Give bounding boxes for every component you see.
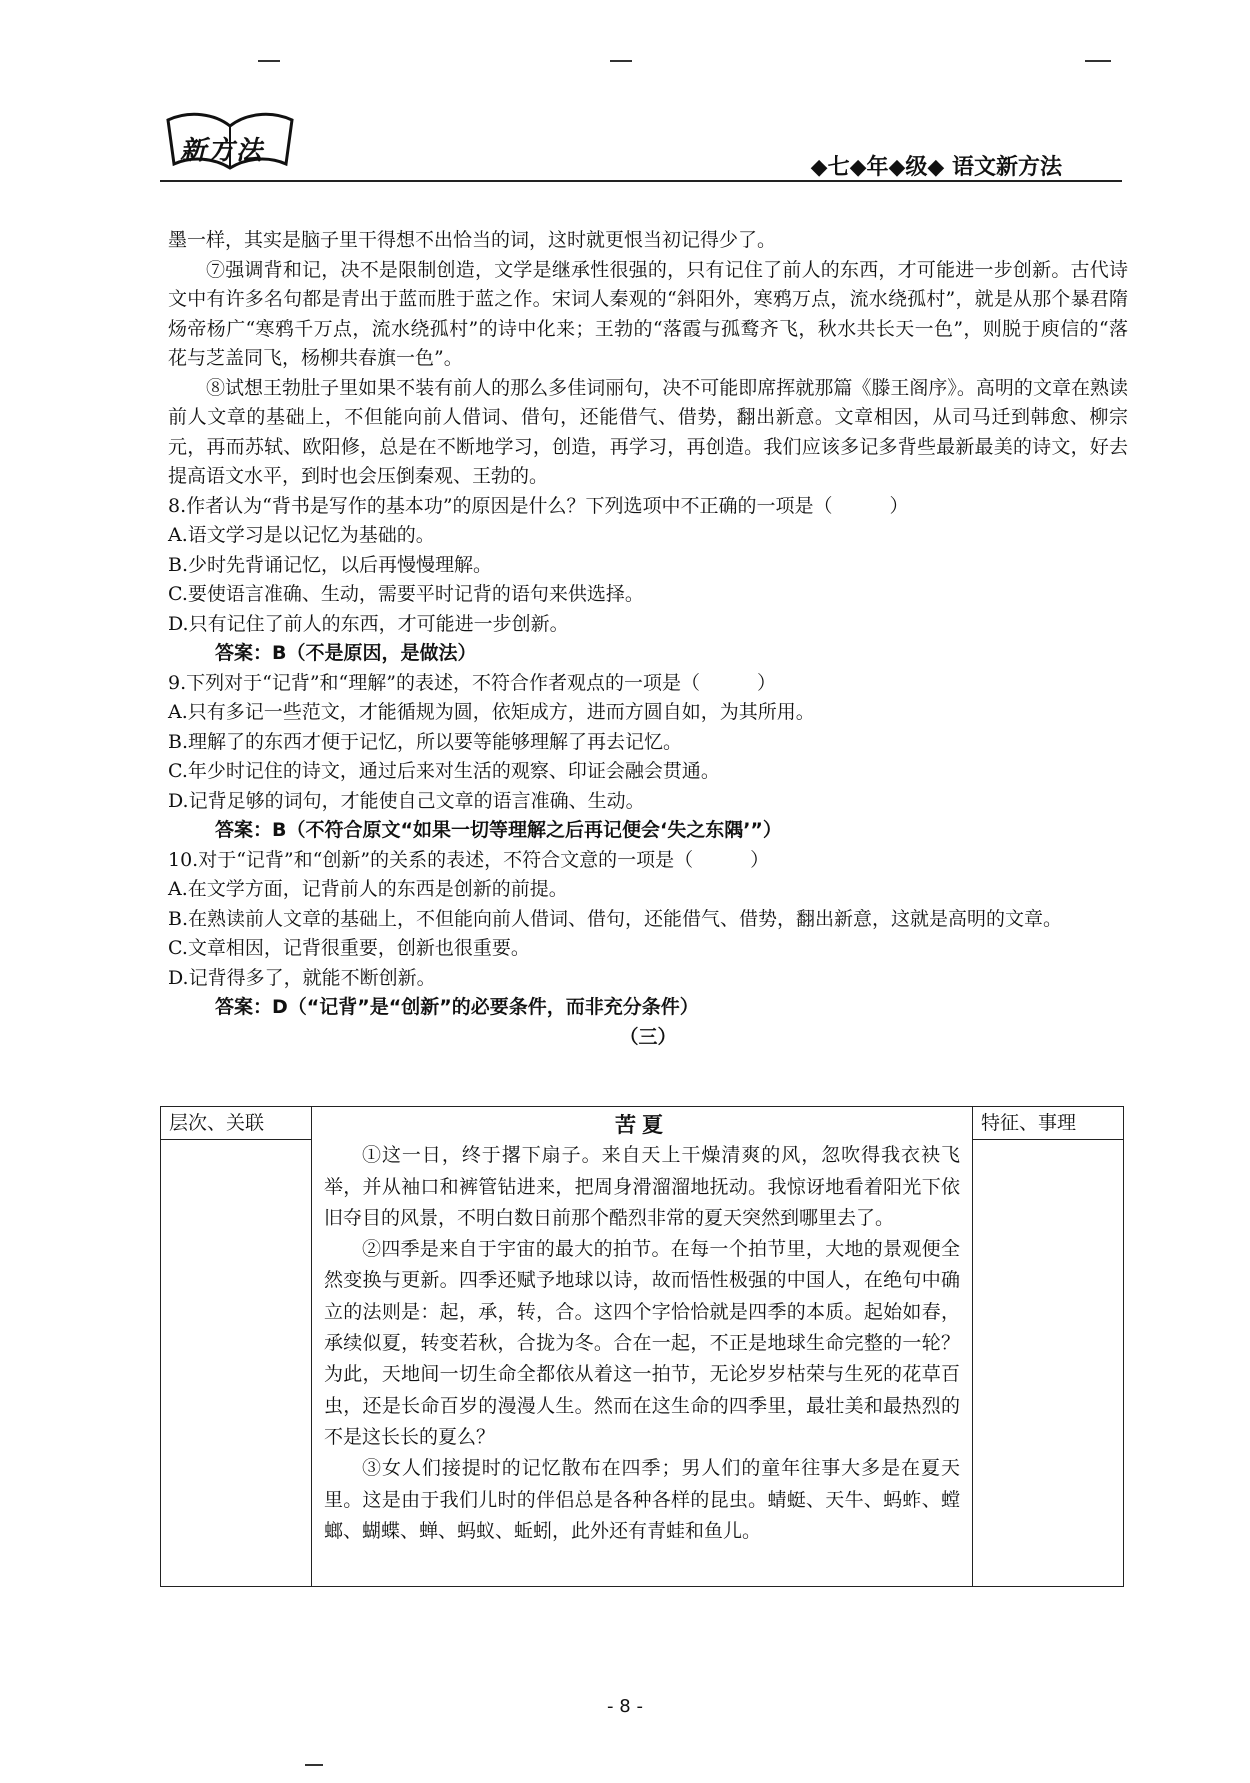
essay-paragraph-3: ③女人们接提时的记忆散布在四季；男人们的童年往事大多是在夏天里。这是由于我们儿时的伴侣总是各种各样的昆虫。蜻蜓、天牛、蚂蚱、螳螂、蝴蝶、蝉、蚂蚁、蚯蚓，此外还有青蛙和鱼儿。 (324, 1457, 960, 1542)
question-9-option-b: B.理解了的东西才便于记忆，所以要等能够理解了再去记忆。 (168, 730, 683, 753)
question-9-option-d: D.记背足够的词句，才能使自己文章的语言准确、生动。 (168, 789, 645, 812)
question-10-option-b: B.在熟读前人文章的基础上，不但能向前人借词、借句，还能借气、借势，翻出新意，这就是高明的文章。 (168, 907, 1063, 930)
question-9-option-a: A.只有多记一些范文，才能循规为圆，依矩成方，进而方圆自如，为其所用。 (168, 701, 815, 723)
essay-paragraph-1: ①这一日，终于撂下扇子。来自天上干燥清爽的风，忽吹得我衣袂飞举，并从袖口和裤管钻进来，把周身滑溜溜地抚动。我惊讶地看着阳光下依旧夺目的风景，不明白数日前那个酷烈非常的夏天突然到哪里去了。 (324, 1144, 960, 1229)
bottom-dash (305, 1764, 323, 1766)
page-header (160, 108, 1122, 184)
question-8-option-d: D.只有记住了前人的东西，才可能进一步创新。 (168, 612, 569, 635)
top-dash-center (610, 60, 632, 62)
column-header-features: 特征、事理 (973, 1107, 1124, 1140)
book-logo-icon (160, 108, 300, 178)
paragraph-continued: 墨一样，其实是脑子里干得想不出恰当的词，这时就更恨当初记得少了。 (168, 229, 777, 251)
header-divider (160, 180, 1122, 182)
essay-title: 苦夏 (615, 1112, 669, 1137)
essay-cell (312, 1107, 973, 1587)
question-9-answer: 答案：B（不符合原文“如果一切等理解之后再记便会‘失之东隅’”） (215, 819, 782, 841)
page-number: - 8 - (607, 1696, 643, 1717)
notes-cell-left[interactable] (161, 1140, 312, 1587)
question-10-option-a: A.在文学方面，记背前人的东西是创新的前提。 (168, 878, 568, 900)
question-8-option-a: A.语文学习是以记忆为基础的。 (168, 524, 435, 546)
top-dash-left (258, 60, 280, 62)
question-9-stem: 9.下列对于“记背”和“理解”的表述，不符合作者观点的一项是（ ） (168, 671, 776, 694)
question-9-option-c: C.年少时记住的诗文，通过后来对生活的观察、印证会融会贯通。 (168, 760, 720, 782)
reading-table (160, 1106, 1124, 1587)
question-10-option-c: C.文章相因，记背很重要，创新也很重要。 (168, 937, 530, 959)
question-10-stem: 10.对于“记背”和“创新”的关系的表述，不符合文意的一项是（ ） (168, 848, 770, 871)
question-8-option-b: B.少时先背诵记忆，以后再慢慢理解。 (168, 553, 493, 576)
paragraph-7: ⑦强调背和记，决不是限制创造，文学是继承性很强的，只有记住了前人的东西，才可能进一步创新。古代诗文中有许多名句都是青出于蓝而胜于蓝之作。宋词人秦观的“斜阳外，寒鸦万点，流水绕孤村”，就是从那个暴君隋炀帝杨广“寒鸦千万点，流水绕孤村”的诗中化来；王勃的“落霞与孤鹜齐飞，秋水共长天一色”，则脱于庾信的“落花与芝盖同飞，杨柳共春旗一色”。 (168, 258, 1128, 369)
header-title: ◆七◆年◆级◆ 语文新方法 (810, 155, 1062, 180)
question-8-answer: 答案：B（不是原因，是做法） (215, 642, 477, 664)
top-dash-right (1085, 60, 1111, 62)
column-header-levels: 层次、关联 (161, 1107, 312, 1140)
section-label: （三） (619, 1025, 677, 1048)
logo-text: 新方法 (180, 136, 265, 166)
notes-cell-right[interactable] (973, 1140, 1124, 1587)
paragraph-8: ⑧试想王勃肚子里如果不装有前人的那么多佳词丽句，决不可能即席挥就那篇《滕王阁序》。高明的文章在熟读前人文章的基础上，不但能向前人借词、借句，还能借气、借势，翻出新意。文章相因，从司马迁到韩愈、柳宗元，再而苏轼、欧阳修，总是在不断地学习，创造，再学习，再创造。我们应该多记多背些最新最美的诗文，好去提高语文水平，到时也会压倒秦观、王勃的。 (168, 376, 1128, 487)
passage-and-questions (168, 226, 1128, 1052)
question-8-stem: 8.作者认为“背书是写作的基本功”的原因是什么？下列选项中不正确的一项是（ ） (168, 494, 909, 517)
essay-paragraph-2: ②四季是来自于宇宙的最大的拍节。在每一个拍节里，大地的景观便全然变换与更新。四季还赋予地球以诗，故而悟性极强的中国人，在绝句中确立的法则是：起，承，转，合。这四个字恰恰就是四季的本质。起始如春，承续似夏，转变若秋，合拢为冬。合在一起，不正是地球生命完整的一轮？为此，天地间一切生命全都依从着这一拍节，无论岁岁枯荣与生死的花草百虫，还是长命百岁的漫漫人生。然而在这生命的四季里，最壮美和最热烈的不是这长长的夏么？ (324, 1238, 960, 1448)
question-10-answer: 答案：D（“记背”是“创新”的必要条件，而非充分条件） (215, 996, 699, 1018)
question-8-option-c: C.要使语言准确、生动，需要平时记背的语句来供选择。 (168, 583, 644, 605)
question-10-option-d: D.记背得多了，就能不断创新。 (168, 966, 436, 989)
